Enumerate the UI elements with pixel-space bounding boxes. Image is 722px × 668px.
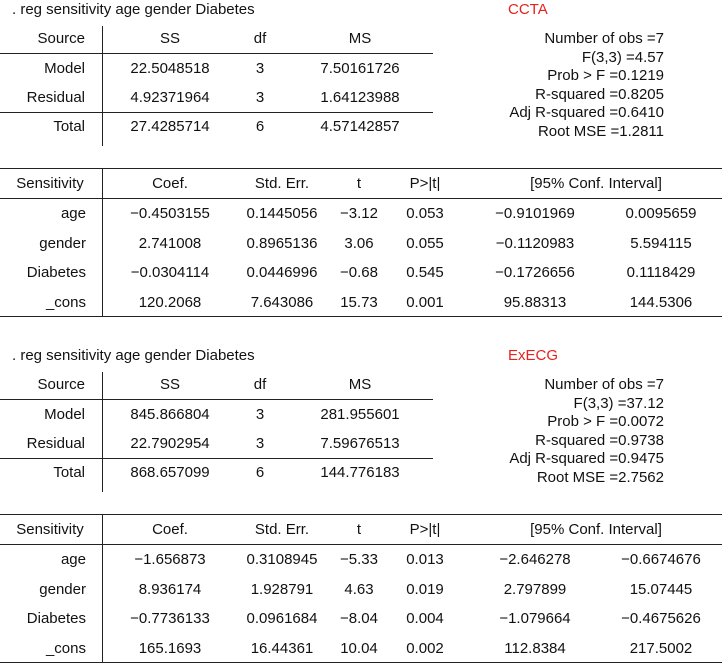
coef-cell: −1.079664 xyxy=(499,610,571,627)
coef-row-label: _cons xyxy=(45,293,86,311)
coef-header: t xyxy=(356,175,362,192)
coef-cell: 7.643086 xyxy=(250,293,314,311)
command-line: . reg sensitivity age gender Diabetes xyxy=(12,347,255,364)
anova-row-label: Residual xyxy=(26,435,85,452)
anova-total-label: Total xyxy=(53,464,85,481)
coef-cell: −0.4503155 xyxy=(130,205,210,222)
coef-header: Sensitivity xyxy=(16,521,84,538)
coef-cell: −8.04 xyxy=(340,610,378,627)
model-stat: Adj R-squared =0.9475 xyxy=(509,450,664,468)
coef-cell: 0.3108945 xyxy=(246,551,318,568)
model-stat: Root MSE =1.2811 xyxy=(537,123,664,140)
anova-cell: 7.50161726 xyxy=(320,60,400,77)
anova-cell: 3 xyxy=(255,406,265,423)
anova-header-source: Source xyxy=(37,30,85,47)
model-stat: F(3,3) =4.57 xyxy=(581,48,664,66)
anova-column-divider xyxy=(102,26,103,146)
coef-header: Coef. xyxy=(152,175,188,192)
anova-total-cell: 868.657099 xyxy=(130,464,210,481)
coef-cell: 0.1118429 xyxy=(626,264,696,281)
coef-cell: −0.68 xyxy=(340,264,378,281)
anova-cell: 845.866804 xyxy=(130,406,210,423)
anova-total-cell: 4.57142857 xyxy=(320,118,400,135)
model-stat: Number of obs =7 xyxy=(544,30,664,47)
anova-header-ss: SS xyxy=(159,30,180,47)
coef-cell: −0.7736133 xyxy=(130,610,210,627)
anova-header-rule xyxy=(0,53,433,54)
coef-header-rule xyxy=(0,544,722,545)
coef-cell: 0.055 xyxy=(406,234,444,252)
coef-header: [95% Conf. Interval] xyxy=(530,175,662,192)
coef-row-label: Diabetes xyxy=(26,610,86,627)
coef-cell: −0.1726656 xyxy=(495,264,575,281)
anova-cell: 3 xyxy=(255,435,265,452)
coef-cell: 10.04 xyxy=(340,639,378,657)
coef-cell: 0.002 xyxy=(406,639,444,657)
anova-row-label: Residual xyxy=(26,89,85,106)
model-stat: Prob > F =0.1219 xyxy=(547,67,664,85)
coef-cell: 0.004 xyxy=(406,610,444,627)
coef-cell: −1.656873 xyxy=(134,551,206,568)
anova-header-ms: MS xyxy=(348,30,372,47)
anova-cell: 7.59676513 xyxy=(320,435,400,452)
coef-cell: 112.8384 xyxy=(504,639,566,657)
coef-header: Std. Err. xyxy=(254,175,310,192)
coef-cell: 2.741008 xyxy=(138,234,202,252)
coef-cell: 120.2068 xyxy=(138,293,202,311)
anova-total-rule xyxy=(0,112,433,113)
coef-header: P>|t| xyxy=(409,175,441,192)
coef-header: Sensitivity xyxy=(16,175,84,192)
anova-total-label: Total xyxy=(53,118,85,135)
coef-bottom-rule xyxy=(0,316,722,317)
coef-cell: −3.12 xyxy=(340,205,378,222)
coef-cell: −2.646278 xyxy=(499,551,571,568)
coef-cell: 144.5306 xyxy=(629,293,693,311)
coef-cell: 0.8965136 xyxy=(246,234,318,252)
anova-cell: 4.92371964 xyxy=(130,89,210,106)
coef-row-label: age xyxy=(60,551,86,568)
coef-cell: 165.1693 xyxy=(138,639,202,657)
coef-row-label: age xyxy=(60,205,86,222)
coef-cell: −5.33 xyxy=(340,551,378,568)
coef-cell: 0.0961684 xyxy=(246,610,318,627)
coef-cell: 95.88313 xyxy=(503,293,567,311)
anova-cell: 3 xyxy=(255,60,265,77)
anova-header-df: df xyxy=(253,376,267,393)
coef-cell: 4.63 xyxy=(344,580,374,598)
coef-cell: 3.06 xyxy=(344,234,374,252)
coef-cell: 0.001 xyxy=(406,293,444,311)
coef-cell: −0.1120983 xyxy=(495,234,575,252)
model-stat: R-squared =0.8205 xyxy=(535,85,664,103)
anova-total-cell: 27.4285714 xyxy=(130,118,210,135)
coef-cell: 0.545 xyxy=(406,264,444,281)
anova-row-label: Model xyxy=(44,406,85,423)
anova-cell: 22.5048518 xyxy=(130,60,210,77)
coef-cell: 0.019 xyxy=(406,580,444,598)
coef-row-label: Diabetes xyxy=(26,264,86,281)
anova-row-label: Model xyxy=(44,60,85,77)
section-label: CCTA xyxy=(508,1,548,18)
anova-cell: 1.64123988 xyxy=(320,89,400,106)
coef-cell: 16.44361 xyxy=(250,639,314,657)
coef-cell: 217.5002 xyxy=(629,639,693,657)
model-stat: Prob > F =0.0072 xyxy=(547,413,664,431)
anova-header-ms: MS xyxy=(348,376,372,393)
anova-cell: 22.7902954 xyxy=(130,435,210,452)
coef-cell: −0.4675626 xyxy=(621,610,701,627)
coef-header-rule xyxy=(0,198,722,199)
coef-cell: 0.053 xyxy=(406,205,444,222)
coef-header: Std. Err. xyxy=(254,521,310,538)
coef-cell: −0.6674676 xyxy=(621,551,701,568)
coef-row-label: _cons xyxy=(45,639,86,657)
coef-cell: 0.0095659 xyxy=(625,205,697,222)
coef-cell: 0.013 xyxy=(406,551,444,568)
coef-cell: 8.936174 xyxy=(138,580,202,598)
coef-bottom-rule xyxy=(0,662,722,663)
coef-cell: 0.0446996 xyxy=(246,264,318,281)
anova-header-ss: SS xyxy=(159,376,180,393)
anova-total-rule xyxy=(0,458,433,459)
coef-cell: 5.594115 xyxy=(630,234,692,252)
coef-column-divider xyxy=(102,169,103,317)
anova-header-rule xyxy=(0,399,433,400)
coef-cell: −0.0304114 xyxy=(130,264,210,281)
section-label: ExECG xyxy=(508,347,559,364)
coef-top-rule xyxy=(0,514,722,515)
coef-header: [95% Conf. Interval] xyxy=(530,521,662,538)
anova-cell: 3 xyxy=(255,89,265,106)
coef-column-divider xyxy=(102,515,103,663)
anova-column-divider xyxy=(102,372,103,492)
coef-row-label: gender xyxy=(39,580,86,598)
model-stat: R-squared =0.9738 xyxy=(535,431,664,449)
coef-header: t xyxy=(356,521,362,538)
coef-header: P>|t| xyxy=(409,521,441,538)
anova-total-cell: 6 xyxy=(255,464,265,481)
coef-cell: −0.9101969 xyxy=(495,205,575,222)
model-stat: Root MSE =2.7562 xyxy=(536,469,664,486)
model-stat: F(3,3) =37.12 xyxy=(573,394,664,412)
coef-top-rule xyxy=(0,168,722,169)
coef-cell: 0.1445056 xyxy=(246,205,318,222)
model-stat: Number of obs =7 xyxy=(544,376,664,393)
coef-header: Coef. xyxy=(152,521,188,538)
anova-header-df: df xyxy=(253,30,267,47)
model-stat: Adj R-squared =0.6410 xyxy=(509,104,664,122)
command-line: . reg sensitivity age gender Diabetes xyxy=(12,1,255,18)
coef-cell: 15.73 xyxy=(340,293,378,311)
anova-cell: 281.955601 xyxy=(320,406,400,423)
coef-cell: 1.928791 xyxy=(250,580,314,598)
anova-header-source: Source xyxy=(37,376,85,393)
coef-cell: 2.797899 xyxy=(503,580,567,598)
anova-total-cell: 144.776183 xyxy=(320,464,400,481)
coef-row-label: gender xyxy=(39,234,86,252)
anova-total-cell: 6 xyxy=(255,118,265,135)
coef-cell: 15.07445 xyxy=(629,580,693,598)
